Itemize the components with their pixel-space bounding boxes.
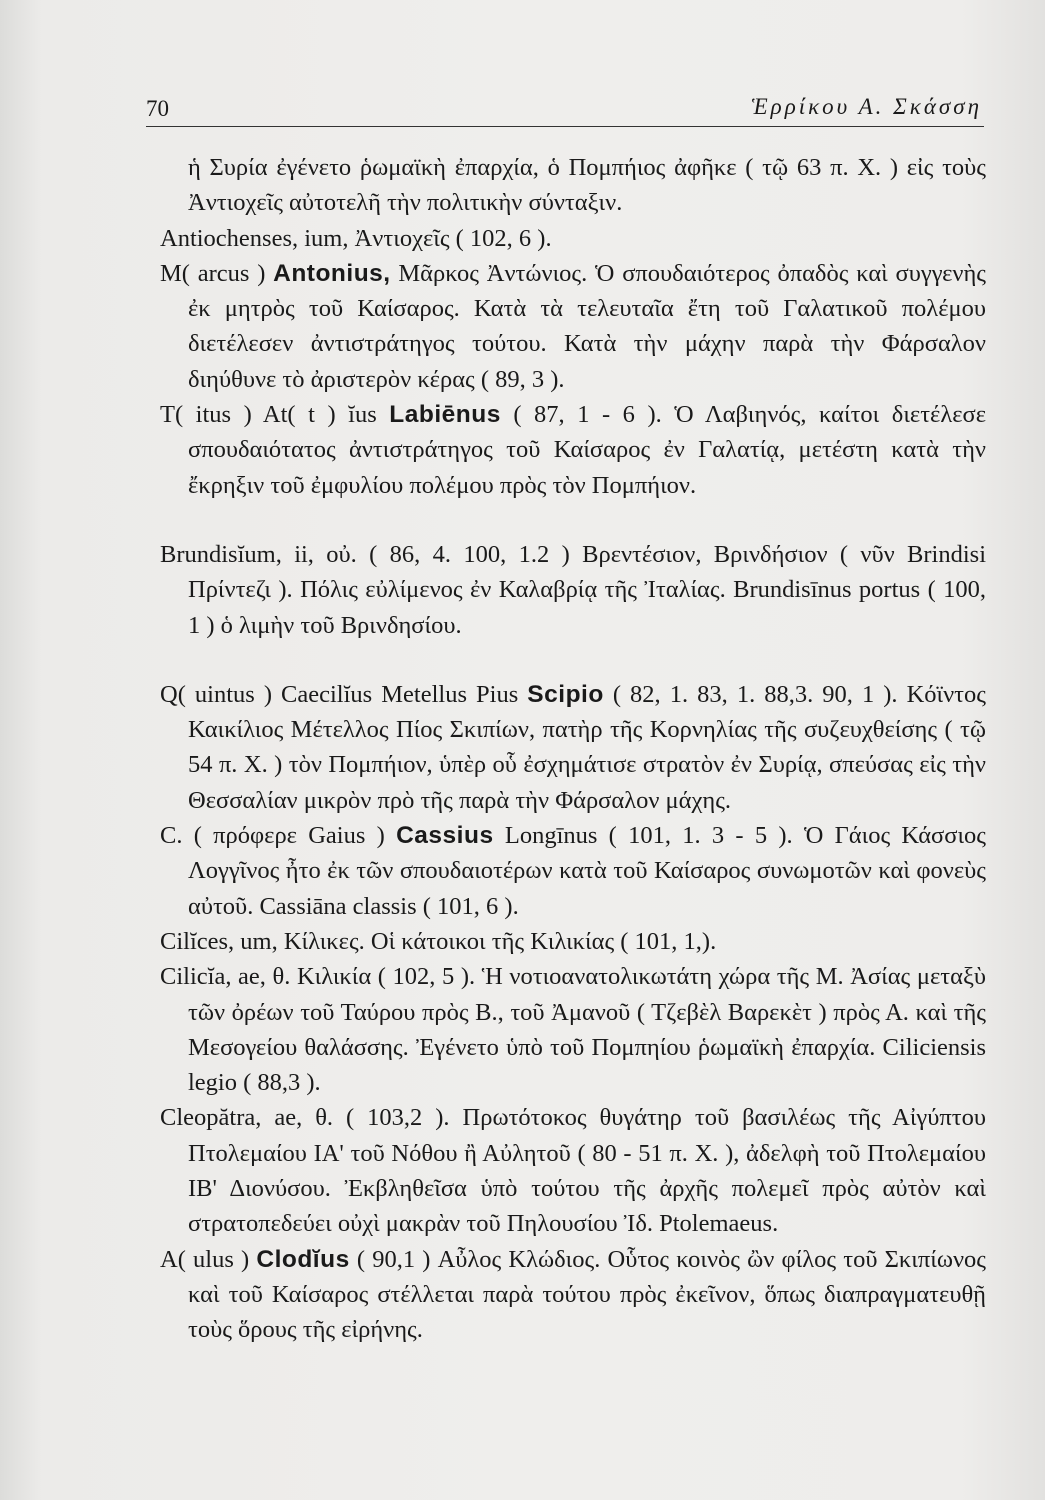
entry-lead: Antiochenses, ium, Ἀντιοχεῖς ( 102, 6 ). bbox=[160, 224, 552, 252]
entry-lead: Cilĭces, um, Κίλικες. Οἱ κάτοικοι τῆς Κιλικίας ( 101, 1,). bbox=[160, 927, 717, 955]
entry-lead: Q( uintus ) Caecilĭus Metellus Pius bbox=[160, 680, 528, 708]
entry-cilicia bbox=[160, 959, 986, 1100]
page-number: 70 bbox=[146, 96, 169, 121]
entry-cassius bbox=[160, 818, 986, 924]
entry-headword: Clodĭus bbox=[256, 1245, 350, 1273]
entry-headword: Labiēnus bbox=[389, 401, 501, 429]
entry-headword: Antonius, bbox=[273, 259, 391, 287]
entry-lead: A( ulus ) bbox=[160, 1245, 257, 1273]
entry-labienus bbox=[160, 397, 986, 503]
entry-lead: Cleopătra, ae, θ. ( 103,2 ). Πρωτότοκος θυγάτηρ τοῦ βασιλέως τῆς Αἰγύπτου Πτολεμαίου ΙΑ' τοῦ Νόθου ἢ Αὐλητοῦ ( 80 - 51 π. Χ. ), ἀδελφὴ τοῦ Πτολεμαίου ΙΒ' Διονύσου. Ἐκβληθεῖσα ὑπὸ τούτου τῆς ἀρχῆς πολεμεῖ πρὸς αὐτὸν καὶ στρατοπεδεύει οὐχὶ μακρὰν τοῦ Πηλουσίου Ἰδ. Ptolemaeus. bbox=[160, 1104, 986, 1238]
entry-lead: C. ( πρόφερε Gaius ) bbox=[160, 822, 397, 850]
entry-lead: Brundisĭum, ii, οὐ. ( 86, 4. 100, 1.2 ) Βρεντέσιον, Βρινδήσιον ( νῦν Brindisi Πρίντεζι ). Πόλις εὐλίμενος ἐν Καλαβρίᾳ τῆς Ἰταλίας. Brundisīnus portus ( 100, 1 ) ὁ λιμὴν τοῦ Βρινδησίου. bbox=[160, 540, 986, 639]
entry-lead: M( arcus ) bbox=[160, 259, 274, 287]
entry-text: Μᾶρκος Ἀντώνιος. Ὁ σπουδαιότερος ὀπαδὸς καὶ συγγενὴς ἐκ μητρὸς τοῦ Καίσαρος. Κατὰ τὰ τελευταῖα ἔτη τοῦ Γαλατικοῦ πολέμου διετέλεσεν ἀντιστράτηγος τούτου. Κατὰ τὴν μάχην παρὰ τὴν Φάρσαλον διηύθυνε τὸ ἀριστερὸν κέρας ( 89, 3 ). bbox=[188, 259, 986, 393]
entry-text: Longīnus ( 101, 1. 3 - 5 ). Ὁ Γάιος Κάσσιος Λογγῖνος ἦτο ἐκ τῶν σπουδαιοτέρων κατὰ τοῦ Καίσαρος συνωμοτῶν καὶ φονεὺς αὐτοῦ. Cassiāna classis ( 101, 6 ). bbox=[188, 822, 986, 920]
entry-brundisium bbox=[160, 537, 986, 643]
page-header bbox=[146, 92, 984, 127]
entry-cilices bbox=[160, 924, 986, 959]
glossary-body bbox=[160, 150, 986, 1348]
entry-headword: Cassius bbox=[396, 822, 494, 850]
entry-text: ( 90,1 ) Αὖλος Κλώδιος. Οὗτος κοινὸς ὢν φίλος τοῦ Σκιπίωνος καὶ τοῦ Καίσαρος στέλλεται παρὰ τούτου πρὸς ἐκεῖνον, ὅπως διαπραγματευθῇ τοὺς ὅρους τῆς εἰρήνης. bbox=[188, 1245, 986, 1344]
entry-antiochenses bbox=[160, 221, 986, 256]
running-head: Ἑρρίκου Α. Σκάσση bbox=[751, 94, 982, 119]
entry-headword: Scipio bbox=[527, 680, 604, 708]
entry-text: ἡ Συρία ἐγένετο ῥωμαϊκὴ ἐπαρχία, ὁ Πομπήιος ἀφῆκε ( τῷ 63 π. Χ. ) εἰς τοὺς Ἀντιοχεῖς αὐτοτελῆ τὴν πολιτικὴν σύνταξιν. bbox=[188, 154, 986, 217]
entry-text: ( 82, 1. 83, 1. 88,3. 90, 1 ). Κόϊντος Καικίλιος Μέτελλος Πίος Σκιπίων, πατὴρ τῆς Κορνηλίας τῆς συζευχθείσης ( τῷ 54 π. Χ. ) τὸν Πομπήιον, ὑπὲρ οὗ ἐσχημάτισε στρατὸν ἐν Συρίᾳ, σπεύσας εἰς τὴν Θεσσαλίαν μικρὸν πρὸ τῆς παρὰ τὴν Φάρσαλον μάχης. bbox=[188, 680, 986, 814]
entry-syria-continuation bbox=[160, 150, 986, 221]
entry-lead: T( itus ) At( t ) ĭus bbox=[160, 401, 390, 429]
entry-clodius bbox=[160, 1242, 986, 1348]
entry-scipio bbox=[160, 677, 986, 818]
entry-antonius bbox=[160, 256, 986, 397]
entry-lead: Cilicĭa, ae, θ. Κιλικία ( 102, 5 ). Ἡ νοτιοανατολικωτάτη χώρα τῆς Μ. Ἀσίας μεταξὺ τῶν ὀρέων τοῦ Ταύρου πρὸς Β., τοῦ Ἀμανοῦ ( Τζεβὲλ Βαρεκὲτ ) πρὸς Α. καὶ τῆς Μεσογείου θαλάσσης. Ἐγένετο ὑπὸ τοῦ Πομπηίου ῥωμαϊκὴ ἐπαρχία. Ciliciensis legio ( 88,3 ). bbox=[160, 963, 986, 1097]
entry-text: ( 87, 1 - 6 ). Ὁ Λαβιηνός, καίτοι διετέλεσε σπουδαιότατος ἀντιστράτηγος τοῦ Καίσαρος ἐν Γαλατίᾳ, μετέστη κατὰ τὴν ἔκρηξιν τοῦ ἐμφυλίου πολέμου πρὸς τὸν Πομπήιον. bbox=[188, 401, 987, 499]
entry-cleopatra bbox=[160, 1100, 986, 1241]
